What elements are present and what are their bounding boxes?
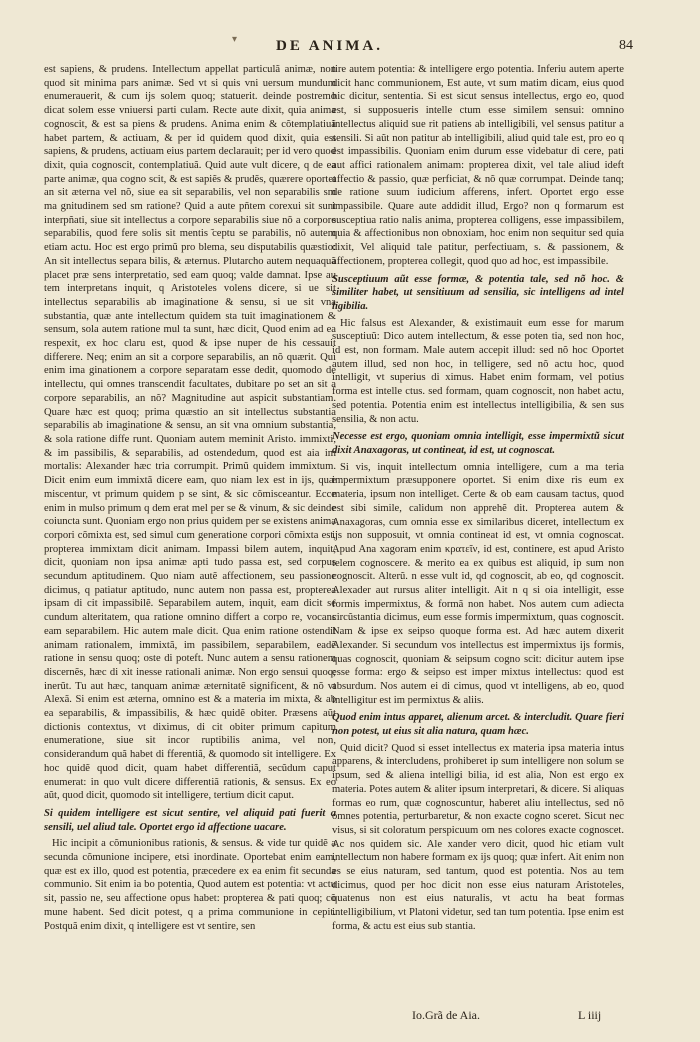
right-paragraph-2: Hic falsus est Alexander, & existimauit eum esse for marum susceptiuũ: Dico autem intellectum, & esse poten tia, sed non hoc, id est, non formam. Male autem accepit illud: sed nõ hoc Oportet autem illud, sed non hoc, in telligere, sed nõ actu hoc, quod intelligit, vt superius di ximus. Habet enim formam, vel potius forma est intelle ctus. sed formam, quam cognoscit, non habet actu, sed potentia. Potentia enim est intellectus intelligibilia, & sen sus sensilia, & non actu.: [332, 317, 624, 425]
right-paragraph-1: tire autem potentia: & intelligere ergo potentia. Inferiu autem aperte dicit hanc communionem, Est aute, vt sum matim dicam, eius quod hic dicitur, sententia. Si est sicut sensus intellectus, ergo eo, quod est, si supposueris intelle ctum esse similem sensui: omnino intellectus aliquid sue rit patiens ab intelligibili, vel sensus patitur a sensili. Si aũt non patitur ab intelligibili, aliud quid tale est, pro eo q est impassibilis. Quoniam enim durum esse videbatur di cere, pati aut affici rationalem animam: propterea dixit, vel tale aliud ideft affectio & passio, quæ perficiat, & nõ quæ corrumpat. Deinde tanq; de ratione suum iudicium afferens, infert. Oportet ergo esse impassibile. Quare aute addidit illud, Ergo? non q formarum est susceptiua ratio nalis anima, propterea colligens, esse impassibilem, quia & affectionibus non obnoxiam, hoc enim non sequitur sed quia dixit, Vel aliquid tale patitur, perfectiuam, s. & passionem, & affectionem, propterea collegit, quod quo ad hoc, est impassibile.: [332, 64, 624, 267]
signature-mark: L iiij: [578, 1008, 602, 1022]
right-lemma-1: Susceptiuum aũt esse formæ, & potentia tale, sed nõ hoc. & similiter habet, ut sensitiuum ad sensilia, sic intelligens ad intel ligibilia.: [332, 273, 624, 312]
left-paragraph-1: est sapiens, & prudens. Intellectum appellat particulã animæ, non quod sit minima pars animæ. Sed vt si quis vni uersum mundum enumerauerit, & cum ijs solem quoq; statuerit. deinde postremo dicat solem esse vniuersi parti culam. Recte aute dixit, quia anima cognoscit, & est sa piens & prudens. Anima enim & cõtemplatiuã habet partem, & actiuam, & per id quidem quod dixit, quia est sapiens, & prudens, actiuam eius partem declarauit; per id vero quod dixit, quia cognoscit, contemplatiuã. Quid aute vult dicere, q de ea parte animæ, qua cogno scit, & est sapiẽs & prudẽs, quærere oportet an sit æterna vel nõ, siue ea sit separabilis, vel non separabilis sm ma gnitudinem sed sm ratione? Quid a aute pñtem corexui sit sunt interpñati, siue sit intellectus a corpore separabilis siue nõ a corpore separabilis, quod fere solis sit mentis ̃ceptu se parabilis, nõ autem etiam actu. Hoc est ergo primũ pro blema, seu disputabilis quæstio: An sit intellectus separa bilis, & æternus. Plutarcho autem nequaquã placet præ sens interpretatio, sed eam quoq; valde damnat. Ipse au tem interpretans inquit, q Aristoteles volens dicere, si ue sit intellectus separabilis ab imaginatione & sensu, si ue sit vna substantia, quæ ante intellectum quidem sta tuit imaginationem & sensum, sola autem ratione mul ta sunt, hæc dicit, Quod enim ad ea respexit, ex hoc claru est, quod & ipse nuper de his cessauit differere. Neq; enim an sit a corpore separabilis, an nõ quærit. Qui enim ima ginationem a corpore separatam esse dedit, quomodo de intellectu, qui omnes transcendit facultates, dubitare po set an sit a corpore separabilis, an nõ? Magnitudine aut aspicit substantiam. Quare hæc est quoq; prima quæstio an sit intellectus substantia separabilis ab imaginatione & sensu, an sit vna omnium substantia, & sola ratione diffe runt. Quoniam autem meminit Aristo. immixti, & im passibilis, & separabilis, ad ostendedum, quod est aia im mortalis: Alexander hæc tria corrumpit. Primũ quidem immixtum. Dicit enim eum immixtã dicere eam, quo niam lex est in ijs, quæ miscentur, vt primum quidem p se sint, & sic cõmisceantur. Ecce enim in mulso primum q dem erat mel per se & vinum, & sic deinde coiuncta sunt. Quoniam ergo non prius quidem per se existens anima corpori cõmixta est, sed simul cum generatione corpori cõmixta est, propterea immixtam dicit animam. Impassi bilem autem, inquit, dicit, quoniam non ipsa animæ apti tudo passa est, sed corpus secundum aptitudinem. Quo niam autẽ affectionem, seu passione dicimus, q patiatur aptitudo, nunc autem non passa est, propterea ipsam di cit impassibilẽ. Separabilem autem, inquit, eam dicit se cundum alteritatem, qua ratione omnino differt a corpo re, vocans eam separabilem. Hic autem male dicit. Qua enim ratione ostendit animam rationalem, immixtã, im passibilem, separabilem, eadẽ ratione in sensu quoq; oste di poteft. Nunc autem a sensu rationem discernẽs, hæc di xit inesse rationali animæ. Non ergo sensui quoq; inerũt. Tu aut hæc, tanquam animæ æternitatẽ significent, & nõ vt Alexã. Si enim est æterna, omnino est & a materia im mixta, & ab ea separabilis, & impassibilis, & hæc quidẽ obiter. Præsens aũt dictionis contextus, vt diximus, di cit obiter primum capitum enumeratione, siue sit incor ruptibilis anima, vel non, considerandum quã habet di fferentiã, & quomodo sit intelligere. Ex hoc quidẽ quod dicit, quam habet differentiã, secũdum caput enumerat: in quo vult dicere differentiã rationis, & sensus. Ex eo aũt, quod dicit, quomodo sit intelligere, tertium dicit caput.: [44, 64, 336, 802]
ornament-mark: ▾: [232, 34, 238, 45]
running-head: DE ANIMA.: [276, 38, 384, 54]
folio-number: 84: [619, 38, 633, 53]
right-paragraph-3: Si vis, inquit intellectum omnia intelligere, cum a ma teria impermixtum præsupponere oportet. Si enim dixe ris eum ex materia, ipsum non intelliget. Certe & ob eam causam tactus, quod est sibi simile, calidum non apprehẽ dit. Propterea autem & Anaxagoras, cum omnia esse ex similaribus diceret, intellectum ex ijs non supposuit, vt omnia contineat id est, vt omnia cognoscat. Apud Ana xagoram enim κρατεῖν, id est, continere, est apud Aristo telem cognoscere. & merito ea ex quibus est aliquid, ip sum non cognoscit. Alterũ. n esse vult id, qd cognoscit, ab eo, qd cognoscit. Alexader aut rursus aliter intelligit. Ait n q si oia intelligit, esse formis impermixtus, & formã non habet. Nos autem cum adiecta circũstantia dicimus, eum esse formis impermixtum, quas cognoscit. Nam & ipse ex seipso quoque forma est. Ad hæc autem dixerit Alexander. Si secundum vos intellectus est impermixtus ijs formis, quas cognoscit, quoniam & seipsum cogno scit: dicitur autem ipse esse forma: ergo & seipso est imper mixtus intellectus: quod est absurdum. Nos autem ei di cimus, quod vt intelligens, ab eo, quod intelligitur est im permixtus & aliis.: [332, 461, 624, 706]
page-header: [0, 38, 700, 60]
right-lemma-3: Quod enim intus apparet, alienum arcet. & intercludit. Quare fieri non potest, ut eius sit alia natura, quam hæc.: [332, 712, 624, 738]
left-lemma: Si quidem intelligere est sicut sentire, vel aliquid pati fuerit a sensili, uel aliud tale. Oportet ergo id affectione uacare.: [44, 807, 336, 833]
right-lemma-2: Necesse est ergo, quoniam omnia intelligit, esse impermixtũ sicut dixit Anaxagoras, ut contineat, id est, ut cognoscat.: [332, 431, 624, 456]
page-footer: [0, 1008, 700, 1028]
right-paragraph-4: Quid dicit? Quod si esset intellectus ex materia ipsa materia intus apparens, & intercludens, prohiberet ip sum intelligere non solum se ipsum, sed & aliena intelligi bilia, id est alia, Non est ergo ex materia. Potes autem & aliter ipsum interpretari, & dicere. Si aliquas formas eo rum, quæ cognoscuntur, haberet aliu intellectus, sed nõ omnes potentia, perturbaretur, & non exacte cogno sceret. Sicut nec visus, si sit coloratum perspicuum om nes colores exacte cognoscet. Ac nos quidem sic. Ale xander vero dicit, quod hic etiam vult intellectum non habere formam ex ijs quoq; quæ infert. Ait enim non es se eius naturam, sed tantum, quod est potentia. Nos au tem dicimus, quod per hoc dicit non esse eius naturam Aristoteles, quatenus non est eius naturalis, vt actu ha beat formas intelligibilium, vt Platoni videtur, sed tan tum potentia. Ipse enim est forma, & actu est eius sub stantia.: [332, 742, 624, 932]
left-paragraph-2: Hic incipit a cõmunionibus rationis, & sensus. & vide tur quidẽ a secunda cõmunione incipere, etsi inordinate. Oportebat enim eam, quæ est ex illo, quod est potentia, præcedere ex ea enim fit secunda communio. Sit enim ia bo potentia, Quod autem est potentia: vt actu sit, passio ne, seu affectione opus habet: propterea & pati quoq; cõ mune habent. Sed dicit potest, q a prima communione in cepit. Postquã enim dixit, q intelligere est vt sentire, sen: [44, 838, 336, 932]
left-column: [44, 63, 336, 933]
right-column: [332, 63, 624, 934]
footer-signature: Io.Grã de Aia.: [412, 1008, 480, 1022]
